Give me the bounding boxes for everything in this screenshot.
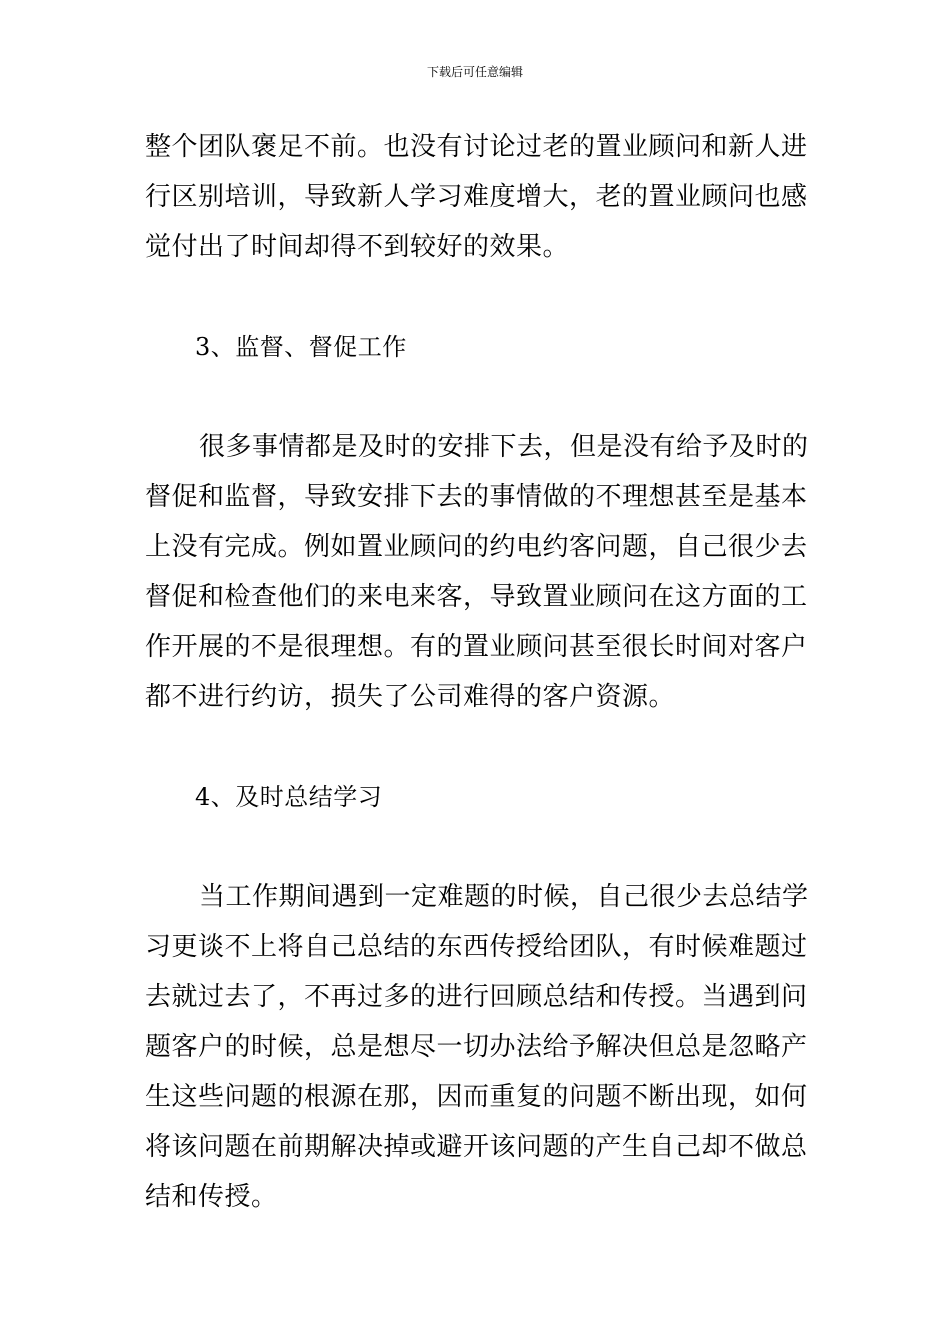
paragraph-line: 去就过去了，不再过多的进行回顾总结和传授。当遇到问 xyxy=(145,982,808,1012)
section-heading-supervision: 3、监督、督促工作 xyxy=(195,333,407,361)
header-note: 下载后可任意编辑 xyxy=(426,65,523,79)
paragraph-team-training xyxy=(145,122,810,272)
paragraph-line: 都不进行约访，损失了公司难得的客户资源。 xyxy=(145,682,676,712)
spacer xyxy=(145,272,810,322)
paragraph-line: 当工作期间遇到一定难题的时候，自己很少去总结学 xyxy=(199,882,809,912)
paragraph-summary xyxy=(145,872,810,1222)
paragraph-line: 将该问题在前期解决掉或避开该问题的产生自己却不做总 xyxy=(145,1132,808,1162)
section-heading-summary: 4、及时总结学习 xyxy=(195,783,383,811)
paragraph-line: 上没有完成。例如置业顾问的约电约客问题，自己很少去 xyxy=(145,532,808,562)
paragraph-supervision xyxy=(145,422,810,722)
spacer xyxy=(145,822,810,872)
paragraph-line: 督促和检查他们的来电来客，导致置业顾问在这方面的工 xyxy=(145,582,808,612)
paragraph-line: 生这些问题的根源在那，因而重复的问题不断出现，如何 xyxy=(145,1082,808,1112)
paragraph-line: 很多事情都是及时的安排下去，但是没有给予及时的 xyxy=(199,432,809,462)
paragraph-line: 督促和监督，导致安排下去的事情做的不理想甚至是基本 xyxy=(145,482,808,512)
paragraph-line: 题客户的时候，总是想尽一切办法给予解决但总是忽略产 xyxy=(145,1032,808,1062)
spacer xyxy=(145,372,810,422)
paragraph-line: 习更谈不上将自己总结的东西传授给团队，有时候难题过 xyxy=(145,932,808,962)
paragraph-line: 行区别培训，导致新人学习难度增大，老的置业顾问也感 xyxy=(145,182,808,212)
paragraph-line: 作开展的不是很理想。有的置业顾问甚至很长时间对客户 xyxy=(145,632,808,662)
document-body xyxy=(145,122,810,1222)
paragraph-line: 整个团队褒足不前。也没有讨论过老的置业顾问和新人进 xyxy=(145,132,808,162)
paragraph-line: 觉付出了时间却得不到较好的效果。 xyxy=(145,232,570,262)
spacer xyxy=(145,722,810,772)
paragraph-line: 结和传授。 xyxy=(145,1182,278,1212)
